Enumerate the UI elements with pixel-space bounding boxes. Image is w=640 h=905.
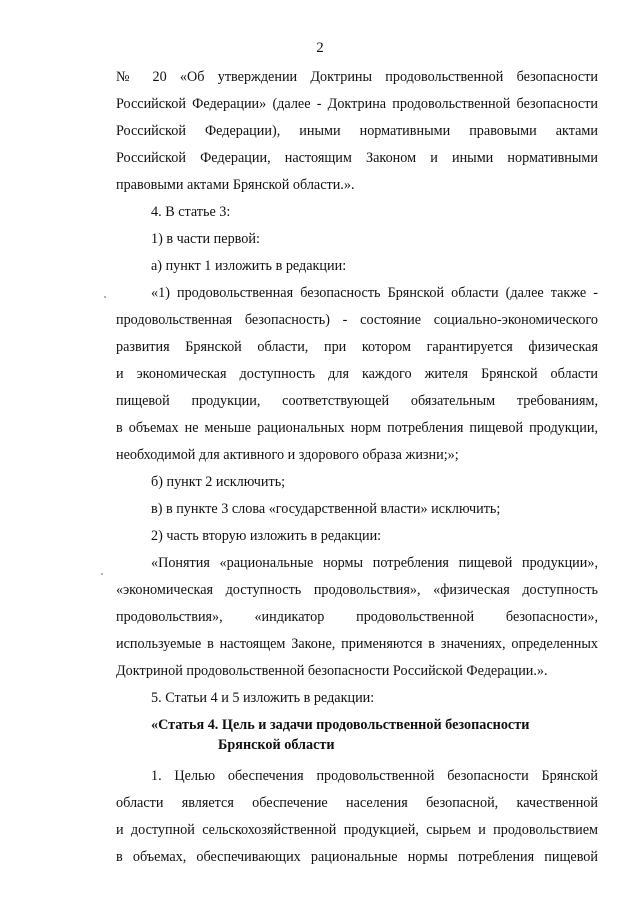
text-line: и доступной сельскохозяйственной продукцией, сырьем и продовольствием	[116, 822, 598, 838]
article-heading-continuation: Брянской области	[218, 737, 335, 753]
text-line: 1. Целью обеспечения продовольственной безопасности Брянской	[151, 768, 598, 784]
article-heading: «Статья 4. Цель и задачи продовольственной безопасности	[151, 717, 530, 733]
text-line: 2) часть вторую изложить в редакции:	[151, 528, 382, 544]
text-line: продовольственная безопасность) - состояние социально-экономического	[116, 312, 598, 328]
page-number: 2	[316, 40, 324, 56]
text-line: № 20 «Об утверждении Доктрины продовольственной безопасности	[116, 69, 598, 85]
text-line: 4. В статье 3:	[151, 204, 231, 220]
scan-speck	[104, 296, 106, 298]
text-line: развития Брянской области, при котором гарантируется физическая	[116, 339, 598, 355]
text-line: б) пункт 2 исключить;	[151, 474, 286, 490]
text-line: «Понятия «рациональные нормы потребления пищевой продукции»,	[151, 555, 598, 571]
text-line: а) пункт 1 изложить в редакции:	[151, 258, 347, 274]
text-line: 5. Статьи 4 и 5 изложить в редакции:	[151, 690, 375, 706]
text-line: пищевой продукции, соответствующей обязательным требованиям,	[116, 393, 598, 409]
text-line: Российской Федерации), иными нормативными правовыми актами	[116, 123, 598, 139]
text-line: и экономическая доступность для каждого жителя Брянской области	[116, 366, 598, 382]
text-line: в объемах, обеспечивающих рациональные нормы потребления пищевой	[116, 849, 598, 865]
text-line: «1) продовольственная безопасность Брянской области (далее также -	[151, 285, 598, 301]
text-line: в объемах не меньше рациональных норм потребления пищевой продукции,	[116, 420, 598, 436]
text-line: продовольствия», «индикатор продовольственной безопасности»,	[116, 609, 598, 625]
scan-speck	[101, 573, 103, 575]
text-line: используемые в настоящем Законе, применяются в значениях, определенных	[116, 636, 598, 652]
text-line: Российской Федерации» (далее - Доктрина продовольственной безопасности	[116, 96, 598, 112]
text-line: правовыми актами Брянской области.».	[116, 177, 355, 193]
text-line: необходимой для активного и здорового образа жизни;»;	[116, 447, 459, 463]
text-line: Российской Федерации, настоящим Законом и иными нормативными	[116, 150, 598, 166]
text-line: Доктриной продовольственной безопасности Российской Федерации.».	[116, 663, 548, 679]
text-line: области является обеспечение населения безопасной, качественной	[116, 795, 598, 811]
text-line: 1) в части первой:	[151, 231, 260, 247]
text-line: в) в пункте 3 слова «государственной власти» исключить;	[151, 501, 501, 517]
text-line: «экономическая доступность продовольствия», «физическая доступность	[116, 582, 598, 598]
